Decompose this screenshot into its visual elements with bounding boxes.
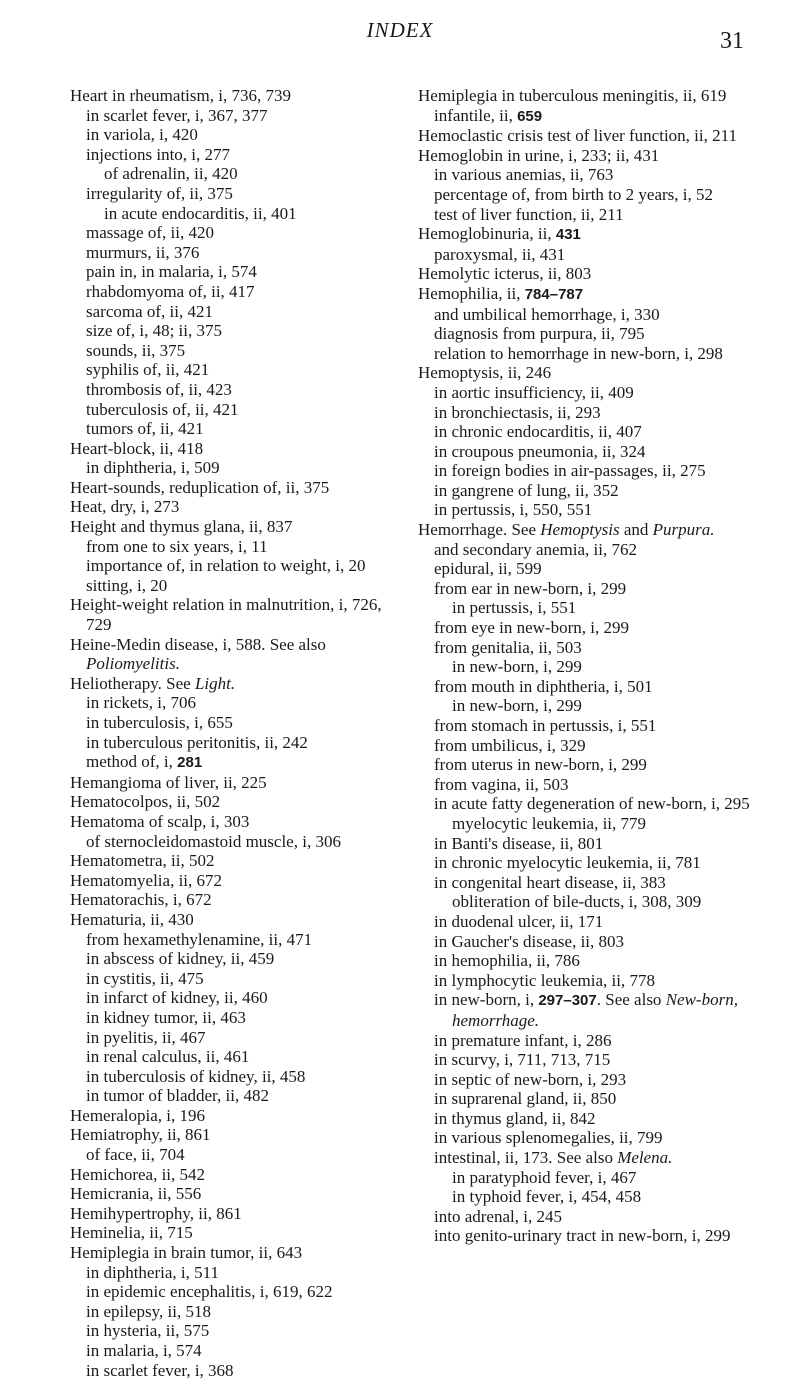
- entry-text: in pertussis, i, 550, 551: [434, 500, 593, 520]
- entry-text: in diphtheria, i, 509: [86, 458, 220, 478]
- index-entry: [70, 773, 402, 793]
- cross-reference: Light.: [194, 673, 236, 693]
- index-entry: [70, 1008, 402, 1028]
- entry-text: Heart-block, ii, 418: [70, 438, 204, 458]
- entry-text: Hemiatrophy, ii, 861: [70, 1125, 211, 1145]
- entry-text: size of, i, 48; ii, 375: [86, 321, 222, 341]
- entry-text: in kidney tumor, ii, 463: [86, 1007, 246, 1027]
- entry-text: diagnosis from purpura, ii, 795: [434, 324, 645, 344]
- entry-text: in pertussis, i, 551: [452, 598, 577, 618]
- index-entry: [70, 752, 402, 773]
- index-entry: [418, 912, 756, 932]
- entry-text: Hematorachis, i, 672: [70, 890, 212, 910]
- index-entry: [418, 971, 756, 991]
- entry-text: tumors of, ii, 421: [86, 419, 204, 439]
- entry-text: sitting, i, 20: [86, 575, 168, 595]
- index-entry: [418, 442, 756, 462]
- index-entry: [418, 422, 756, 442]
- entry-text: Hemophilia, ii,: [418, 283, 525, 303]
- entry-text: Height and thymus glana, ii, 837: [70, 517, 293, 537]
- cross-reference: Poliomyelitis.: [86, 654, 180, 674]
- index-entry: [70, 302, 402, 322]
- index-entry: [418, 284, 756, 305]
- index-entry: [418, 853, 756, 873]
- entry-text: in malaria, i, 574: [86, 1341, 202, 1360]
- index-entry: [70, 419, 402, 439]
- entry-text: of adrenalin, ii, 420: [104, 164, 238, 184]
- index-entry: [418, 344, 756, 364]
- entry-text: Height-weight relation in malnutrition, i, 726, 729: [70, 595, 386, 635]
- index-entry: [418, 264, 756, 284]
- index-entry: [418, 579, 756, 599]
- entry-text: in scurvy, i, 711, 713, 715: [434, 1050, 611, 1070]
- index-entry: [70, 988, 402, 1008]
- entry-text: in new-born, i, 299: [452, 696, 582, 716]
- index-entry: [418, 461, 756, 481]
- entry-text: in duodenal ulcer, ii, 171: [434, 911, 604, 931]
- entry-text: in aortic insufficiency, ii, 409: [434, 382, 634, 402]
- entry-text: in new-born, i,: [434, 990, 539, 1010]
- index-entry: [418, 716, 756, 736]
- entry-text: syphilis of, ii, 421: [86, 360, 210, 380]
- entry-text: and umbilical hemorrhage, i, 330: [434, 304, 660, 324]
- entry-text: massage of, ii, 420: [86, 223, 214, 243]
- index-entry: [70, 360, 402, 380]
- index-entry: [418, 1089, 756, 1109]
- index-entry: [70, 1341, 402, 1361]
- index-entry: [70, 341, 402, 361]
- index-entry: [70, 262, 402, 282]
- entry-text: relation to hemorrhage in new-born, i, 298: [434, 343, 723, 363]
- index-entry: [70, 1223, 402, 1243]
- entry-text: Hemiplegia in tuberculous meningitis, ii, 619: [418, 86, 727, 105]
- index-entry: [70, 145, 402, 165]
- bold-page-ref: 281: [177, 754, 203, 772]
- entry-text: from genitalia, ii, 503: [434, 637, 582, 657]
- bold-page-ref: 784–787: [524, 285, 584, 303]
- index-entry: [418, 1128, 756, 1148]
- entry-text: . See also: [596, 990, 666, 1010]
- index-entry: [70, 595, 402, 634]
- index-entry: [70, 949, 402, 969]
- page-number: 31: [720, 28, 744, 54]
- index-entry: [418, 638, 756, 658]
- entry-text: in tuberculosis of kidney, ii, 458: [86, 1066, 306, 1086]
- index-entry: [70, 184, 402, 204]
- index-entry: [418, 1226, 756, 1246]
- index-entry: [418, 363, 756, 383]
- entry-text: tuberculosis of, ii, 421: [86, 399, 239, 419]
- index-entry: [418, 1207, 756, 1227]
- index-entry: [418, 677, 756, 697]
- entry-text: from eye in new-born, i, 299: [434, 618, 629, 638]
- index-entry: [418, 500, 756, 520]
- index-entry: [418, 165, 756, 185]
- index-entry: [418, 1109, 756, 1129]
- entry-text: in new-born, i, 299: [452, 657, 582, 677]
- index-entry: [418, 794, 756, 814]
- index-entry: [70, 1047, 402, 1067]
- entry-text: Heart-sounds, reduplication of, ii, 375: [70, 477, 330, 497]
- entry-text: Hematocolpos, ii, 502: [70, 792, 221, 812]
- index-entry: [418, 618, 756, 638]
- bold-page-ref: 297–307: [538, 992, 597, 1010]
- entry-text: Hemoglobinuria, ii,: [418, 224, 556, 244]
- entry-text: Hematomyelia, ii, 672: [70, 870, 223, 890]
- index-entry: [70, 204, 402, 224]
- index-entry: [70, 693, 402, 713]
- index-entry: [418, 1031, 756, 1051]
- entry-text: Heat, dry, i, 273: [70, 497, 180, 517]
- entry-text: in congenital heart disease, ii, 383: [434, 872, 666, 892]
- index-entry: [418, 224, 756, 245]
- index-entry: [70, 1282, 402, 1302]
- entry-text: in lymphocytic leukemia, ii, 778: [434, 970, 655, 990]
- index-entry: [418, 598, 756, 618]
- index-entry: [418, 951, 756, 971]
- index-entry: [70, 1106, 402, 1126]
- entry-text: Hematometra, ii, 502: [70, 851, 215, 871]
- index-entry: [418, 1050, 756, 1070]
- index-entry: [70, 635, 402, 674]
- entry-text: Hemihypertrophy, ii, 861: [70, 1203, 242, 1223]
- entry-text: thrombosis of, ii, 423: [86, 379, 232, 399]
- entry-text: in acute endocarditis, ii, 401: [104, 203, 297, 223]
- entry-text: from uterus in new-born, i, 299: [434, 755, 647, 775]
- index-entry: [70, 1165, 402, 1185]
- entry-text: in bronchiectasis, ii, 293: [434, 402, 601, 422]
- index-entry: [418, 1070, 756, 1090]
- index-entry: [70, 1125, 402, 1145]
- index-entry: [70, 282, 402, 302]
- entry-text: Hemolytic icterus, ii, 803: [418, 264, 592, 284]
- entry-text: and secondary anemia, ii, 762: [434, 539, 637, 559]
- entry-text: Hematoma of scalp, i, 303: [70, 811, 250, 831]
- index-entry: [70, 1028, 402, 1048]
- entry-text: into genito-urinary tract in new-born, i, 299: [434, 1226, 731, 1246]
- entry-text: from ear in new-born, i, 299: [434, 578, 627, 598]
- index-entry: [70, 478, 402, 498]
- index-entry: [70, 1184, 402, 1204]
- index-entry: [70, 321, 402, 341]
- index-entry: [418, 540, 756, 560]
- entry-text: Hemoptysis, ii, 246: [418, 363, 552, 383]
- entry-text: in cystitis, ii, 475: [86, 968, 204, 988]
- bold-page-ref: 659: [517, 107, 543, 125]
- entry-text: test of liver function, ii, 211: [434, 204, 624, 224]
- index-entry: [70, 243, 402, 263]
- entry-text: in scarlet fever, i, 367, 377: [86, 105, 268, 125]
- index-entry: [70, 930, 402, 950]
- entry-text: in various anemias, ii, 763: [434, 165, 614, 185]
- entry-text: in Gaucher's disease, ii, 803: [434, 931, 625, 951]
- index-entry: [70, 1321, 402, 1341]
- entry-text: in tuberculous peritonitis, ii, 242: [86, 732, 308, 752]
- index-entry: [418, 892, 756, 912]
- index-entry: [418, 775, 756, 795]
- index-entry: [70, 517, 402, 537]
- entry-text: Hemichorea, ii, 542: [70, 1164, 206, 1184]
- entry-text: in acute fatty degeneration of new-born, i, 295: [434, 794, 750, 814]
- entry-text: in renal calculus, ii, 461: [86, 1047, 250, 1067]
- index-entry: [70, 871, 402, 891]
- index-entry: [70, 812, 402, 832]
- index-entry: [70, 497, 402, 517]
- index-entry: [418, 696, 756, 716]
- index-entry: [70, 851, 402, 871]
- index-entry: [70, 1067, 402, 1087]
- index-entry: [418, 520, 756, 540]
- entry-text: from stomach in pertussis, i, 551: [434, 716, 657, 735]
- index-entry: [418, 305, 756, 325]
- entry-text: in typhoid fever, i, 454, 458: [452, 1187, 642, 1207]
- entry-text: in Banti's disease, ii, 801: [434, 833, 604, 853]
- index-entry: [70, 910, 402, 930]
- entry-text: paroxysmal, ii, 431: [434, 244, 566, 264]
- index-entry: [70, 380, 402, 400]
- entry-text: in pyelitis, ii, 467: [86, 1027, 206, 1047]
- index-entry: [70, 890, 402, 910]
- index-entry: [418, 146, 756, 166]
- entry-text: in tuberculosis, i, 655: [86, 713, 233, 732]
- entry-text: pain in, in malaria, i, 574: [86, 262, 257, 282]
- entry-text: Heminelia, ii, 715: [70, 1223, 193, 1243]
- entry-text: in diphtheria, i, 511: [86, 1262, 219, 1282]
- entry-text: sounds, ii, 375: [86, 340, 186, 360]
- entry-text: Hemiplegia in brain tumor, ii, 643: [70, 1243, 303, 1263]
- index-entry: [70, 537, 402, 557]
- index-column-left: [70, 86, 402, 1380]
- index-entry: [418, 657, 756, 677]
- entry-text: in thymus gland, ii, 842: [434, 1108, 596, 1128]
- index-entry: [70, 1302, 402, 1322]
- index-entry: [70, 576, 402, 596]
- index-entry: [70, 458, 402, 478]
- entry-text: in chronic myelocytic leukemia, ii, 781: [434, 853, 701, 873]
- entry-text: murmurs, ii, 376: [86, 242, 200, 262]
- index-entry: [70, 832, 402, 852]
- index-entry: [70, 223, 402, 243]
- entry-text: in hysteria, ii, 575: [86, 1321, 210, 1341]
- index-entry: [418, 814, 756, 834]
- index-entry: [70, 106, 402, 126]
- index-column-right: [418, 86, 756, 1246]
- index-entry: [70, 969, 402, 989]
- entry-text: in chronic endocarditis, ii, 407: [434, 422, 642, 442]
- entry-text: in abscess of kidney, ii, 459: [86, 949, 275, 969]
- entry-text: in epidemic encephalitis, i, 619, 622: [86, 1282, 333, 1302]
- entry-text: in epilepsy, ii, 518: [86, 1301, 211, 1321]
- index-entry: [418, 755, 756, 775]
- entry-text: Hemangioma of liver, ii, 225: [70, 772, 267, 792]
- index-entry: [418, 990, 756, 1030]
- cross-reference: Purpura.: [652, 520, 715, 540]
- index-entry: [418, 1168, 756, 1188]
- index-entry: [418, 834, 756, 854]
- index-entry: [70, 125, 402, 145]
- index-entry: [70, 733, 402, 753]
- entry-text: in suprarenal gland, ii, 850: [434, 1089, 617, 1109]
- entry-text: in gangrene of lung, ii, 352: [434, 480, 619, 500]
- entry-text: in rickets, i, 706: [86, 693, 197, 713]
- cross-reference: Melena.: [617, 1148, 673, 1168]
- entry-text: in hemophilia, ii, 786: [434, 951, 580, 971]
- entry-text: in tumor of bladder, ii, 482: [86, 1086, 269, 1106]
- index-entry: [70, 1263, 402, 1283]
- entry-text: from one to six years, i, 11: [86, 536, 268, 556]
- cross-reference: New-born, hemorrhage.: [452, 990, 743, 1030]
- bold-page-ref: 431: [555, 226, 581, 244]
- entry-text: in premature infant, i, 286: [434, 1030, 612, 1050]
- index-entry: [418, 1187, 756, 1207]
- index-entry: [418, 245, 756, 265]
- index-entry: [70, 713, 402, 733]
- entry-text: percentage of, from birth to 2 years, i, 52: [434, 184, 713, 204]
- index-entry: [418, 736, 756, 756]
- index-entry: [70, 1361, 402, 1380]
- entry-text: in croupous pneumonia, ii, 324: [434, 441, 646, 461]
- index-entry: [418, 106, 756, 127]
- entry-text: sarcoma of, ii, 421: [86, 301, 213, 321]
- cross-reference: Hemoptysis: [540, 520, 620, 540]
- index-entry: [70, 792, 402, 812]
- entry-text: in paratyphoid fever, i, 467: [452, 1167, 637, 1187]
- index-entry: [70, 1243, 402, 1263]
- entry-text: Heart in rheumatism, i, 736, 739: [70, 86, 291, 105]
- entry-text: Hemorrhage. See: [418, 520, 541, 540]
- index-entry: [70, 164, 402, 184]
- entry-text: from vagina, ii, 503: [434, 774, 569, 794]
- entry-text: irregularity of, ii, 375: [86, 183, 233, 203]
- entry-text: Hemeralopia, i, 196: [70, 1105, 206, 1125]
- entry-text: in infarct of kidney, ii, 460: [86, 988, 268, 1008]
- entry-text: Hemicrania, ii, 556: [70, 1184, 202, 1204]
- entry-text: of sternocleidomastoid muscle, i, 306: [86, 831, 341, 851]
- running-head: INDEX: [366, 18, 434, 42]
- entry-text: method of, i,: [86, 752, 178, 772]
- index-entry: [418, 324, 756, 344]
- entry-text: Heliotherapy. See: [70, 673, 195, 693]
- page-header: [0, 12, 800, 52]
- entry-text: of face, ii, 704: [86, 1145, 185, 1165]
- entry-text: in foreign bodies in air-passages, ii, 275: [434, 461, 706, 481]
- entry-text: from mouth in diphtheria, i, 501: [434, 676, 653, 696]
- entry-text: importance of, in relation to weight, i, 20: [86, 556, 366, 576]
- index-entry: [70, 674, 402, 694]
- entry-text: Hemoglobin in urine, i, 233; ii, 431: [418, 145, 660, 165]
- index-entry: [418, 403, 756, 423]
- entry-text: in septic of new-born, i, 293: [434, 1069, 627, 1089]
- entry-text: epidural, ii, 599: [434, 559, 542, 579]
- entry-text: from umbilicus, i, 329: [434, 735, 586, 755]
- index-entry: [418, 383, 756, 403]
- index-entry: [70, 1086, 402, 1106]
- entry-text: myelocytic leukemia, ii, 779: [452, 813, 647, 833]
- index-entry: [418, 932, 756, 952]
- index-entry: [418, 205, 756, 225]
- entry-text: from hexamethylenamine, ii, 471: [86, 929, 313, 949]
- entry-text: injections into, i, 277: [86, 144, 231, 164]
- index-entry: [70, 556, 402, 576]
- entry-text: Heine-Medin disease, i, 588. See also: [70, 634, 331, 654]
- entry-text: rhabdomyoma of, ii, 417: [86, 281, 255, 301]
- entry-text: and: [619, 520, 653, 540]
- entry-text: infantile, ii,: [434, 105, 518, 125]
- entry-text: in scarlet fever, i, 368: [86, 1360, 234, 1380]
- index-entry: [418, 559, 756, 579]
- index-entry: [418, 873, 756, 893]
- entry-text: Hematuria, ii, 430: [70, 909, 194, 929]
- index-entry: [418, 185, 756, 205]
- index-entry: [70, 1145, 402, 1165]
- entry-text: intestinal, ii, 173. See also: [434, 1148, 618, 1168]
- index-entry: [70, 86, 402, 106]
- entry-text: into adrenal, i, 245: [434, 1206, 562, 1226]
- entry-text: Hemoclastic crisis test of liver function, ii, 211: [418, 126, 737, 146]
- index-entry: [418, 1148, 756, 1168]
- index-entry: [418, 126, 756, 146]
- index-entry: [418, 481, 756, 501]
- index-entry: [70, 439, 402, 459]
- entry-text: in various splenomegalies, ii, 799: [434, 1128, 663, 1148]
- index-entry: [70, 1204, 402, 1224]
- index-entry: [418, 86, 756, 106]
- entry-text: obliteration of bile-ducts, i, 308, 309: [452, 892, 702, 912]
- index-entry: [70, 400, 402, 420]
- entry-text: in variola, i, 420: [86, 125, 198, 145]
